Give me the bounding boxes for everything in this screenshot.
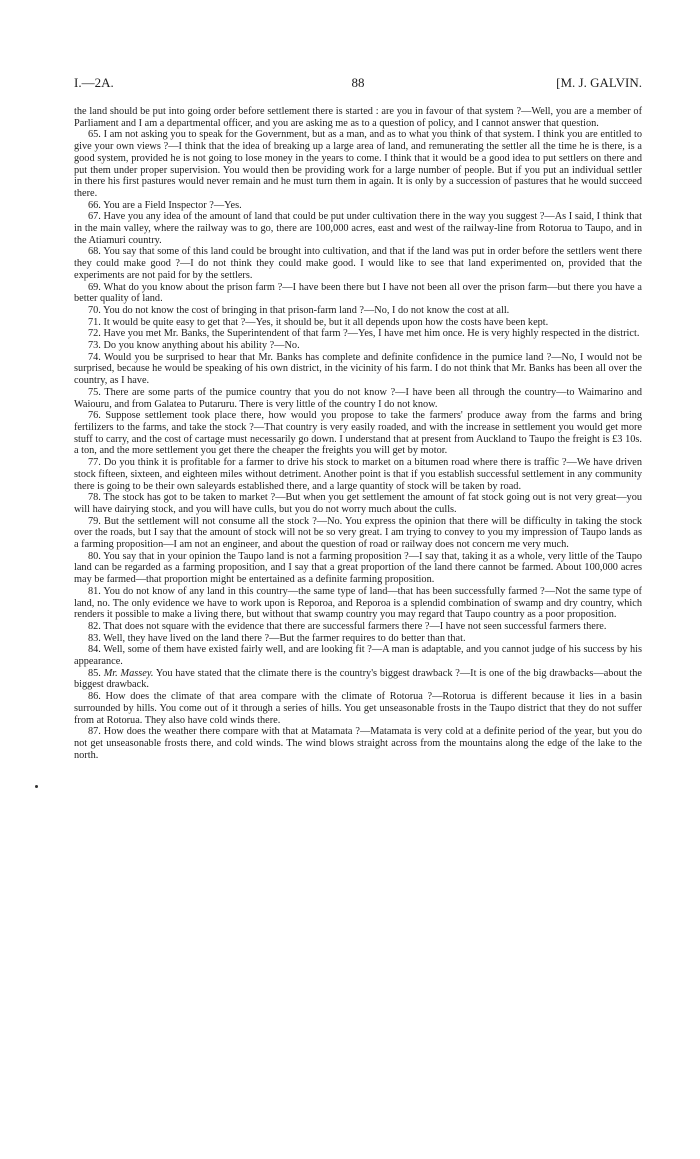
paragraph: 66. You are a Field Inspector ?—Yes. (88, 199, 242, 211)
paragraph: 65. I am not asking you to speak for the Government, but as a man, and as to what you think of that system. I think you are entitled to give your own views ?—I think that the idea of breaking up a large area of land, and remunerating the settler all the time he is there, is a good system, provided he is not going to lose money in the years to come. I think that it would be a good idea to put settlers on there and put them under proper supervision. You would then be providing work for a large number of people. But if you put an individual settler in there his first pastures would never remain and he must turn them in again. It is only by a succession of pastures that he would succeed there. (74, 129, 642, 199)
paragraph: 84. Well, some of them have existed fairly well, and are looking fit ?—A man is adaptable, and you cannot judge of his success by his appearance. (74, 644, 642, 668)
paragraph: 83. Well, they have lived on the land there ?—But the farmer requires to do better than that. (88, 632, 466, 644)
paragraph: 86. How does the climate of that area compare with the climate of Rotorua ?—Rotorua is different because it lies in a basin surrounded by hills. You come out of it through a series of hills. You get unseasonable frosts in the Taupo district that they do not suffer from at Rotorua. They also have cold winds there. (74, 691, 642, 726)
paragraph: 68. You say that some of this land could be brought into cultivation, and that if the land was put in order before the settlers went there they could make good ?—I do not think they could make good. I would like to see that land experimented on, provided that the experiments are not paid for by the settlers. (74, 246, 642, 281)
paragraph: the land should be put into going order before settlement there is started : are you in favour of that system ?—Well, you are a member of Parliament and I am a departmental officer, and you are asking me as to a question of policy, and I cannot answer that question. (74, 106, 642, 129)
paragraph-speaker (74, 668, 642, 691)
paragraph: 75. There are some parts of the pumice country that you do not know ?—I have been all through the country—to Waimarino and Waiouru, and from Galatea to Putaruru. There is very little of the country I do not know. (74, 386, 642, 410)
paragraph: 76. Suppose settlement took place there, how would you propose to take the farmers' produce away from the farms and bring fertilizers to the farms, and take the stock ?—That country is very easily roaded, and with the increase in settlement you would get more stuff to carry, and the cost of cartage must necessarily go down. I understand that at present from Auckland to Taupo the freight is £3 10s. a ton, and the more settlement you get there the cheaper the freights you will get by motor. (74, 410, 642, 457)
paragraph: 81. You do not know of any land in this country—the same type of land—that has been successfully farmed ?—Not the same type of land, no. The only evidence we have to work upon is Reporoa, and Reporoa is a splendid combination of swamp and dry country, which renders it possible to make a living there, but without that swamp country you may regard that Taupo country as a poor proposition. (74, 585, 642, 621)
paragraph: 71. It would be quite easy to get that ?—Yes, it should be, but it all depends upon how the costs have been kept. (88, 316, 549, 328)
page-header (74, 75, 642, 91)
paragraph-text: You have stated that the climate there is the country's biggest drawback ?—It is one of the big drawbacks—about the biggest drawback. (74, 667, 643, 691)
margin-mark (35, 785, 38, 788)
document-body (74, 106, 642, 761)
paragraph: 87. How does the weather there compare with that at Matamata ?—Matamata is very cold at a definite period of the year, but you do not get unseasonable frosts there, and cold winds. The wind blows straight across from the mountains along the edge of the lake to the north. (74, 726, 642, 761)
paragraph: 73. Do you know anything about his ability ?—No. (88, 340, 300, 352)
paragraph: 77. Do you think it is profitable for a farmer to drive his stock to market on a bitumen road where there is traffic ?—We have driven stock fifteen, sixteen, and eighteen miles without detriment. Another point is that if you establish successful settlement in any community there is going to be their own saleyards established there, and a large quantity of stock will be taken by road. (74, 457, 642, 492)
header-series: I.—2A. (74, 75, 114, 90)
paragraph: 74. Would you be surprised to hear that Mr. Banks has complete and definite confidence in the pumice land ?—No, I would not be surprised, because he would be speaking of his own district, in the vicinity of his farm. I do not think that Mr. Banks has been all over the country, as I have. (74, 351, 642, 387)
paragraph-number: 85. (88, 667, 104, 679)
paragraph: 72. Have you met Mr. Banks, the Superintendent of that farm ?—Yes, I have met him once. He is very highly respected in the district. (88, 328, 640, 340)
paragraph: 79. But the settlement will not consume all the stock ?—No. You express the opinion that there will be difficulty in taking the stock over the roads, but I say that the amount of stock will not be so very great. I am trying to convey to you my impression of Taupo lands as a farming proposition—I am not an engineer, and about the question of road or railway does not concern me very much. (74, 515, 642, 551)
header-witness: [M. J. GALVIN. (556, 75, 642, 90)
paragraph: 69. What do you know about the prison farm ?—I have been there but I have not been all over the prison farm—but there you have a better quality of land. (74, 281, 642, 305)
paragraph: 82. That does not square with the evidence that there are successful farmers there ?—I have not seen successful farmers there. (88, 620, 607, 632)
paragraph: 78. The stock has got to be taken to market ?—But when you get settlement the amount of fat stock going out is not very great—you will have dairying stock, and you will have culls, but you do not worry much about the culls. (74, 492, 642, 515)
paragraph: 67. Have you any idea of the amount of land that could be put under cultivation there in the way you suggest ?—As I said, I think that in the main valley, where the railway was to go, there are 100,000 acres, east and west of the railway-line from Rotorua to Taupo, and in the Atiamuri country. (74, 211, 642, 246)
paragraph: 80. You say that in your opinion the Taupo land is not a farming proposition ?—I say that, taking it as a whole, very little of the Taupo land can be regarded as a farming proposition, and I say that a great proportion of the land there cannot be farmed. About 100,000 acres may be farmed—that proportion might be entertained as a definite farming proposition. (74, 550, 642, 586)
page-number: 88 (351, 75, 365, 90)
speaker-name: Mr. Massey. (103, 667, 154, 679)
paragraph: 70. You do not know the cost of bringing in that prison-farm land ?—No, I do not know the cost at all. (88, 304, 510, 316)
